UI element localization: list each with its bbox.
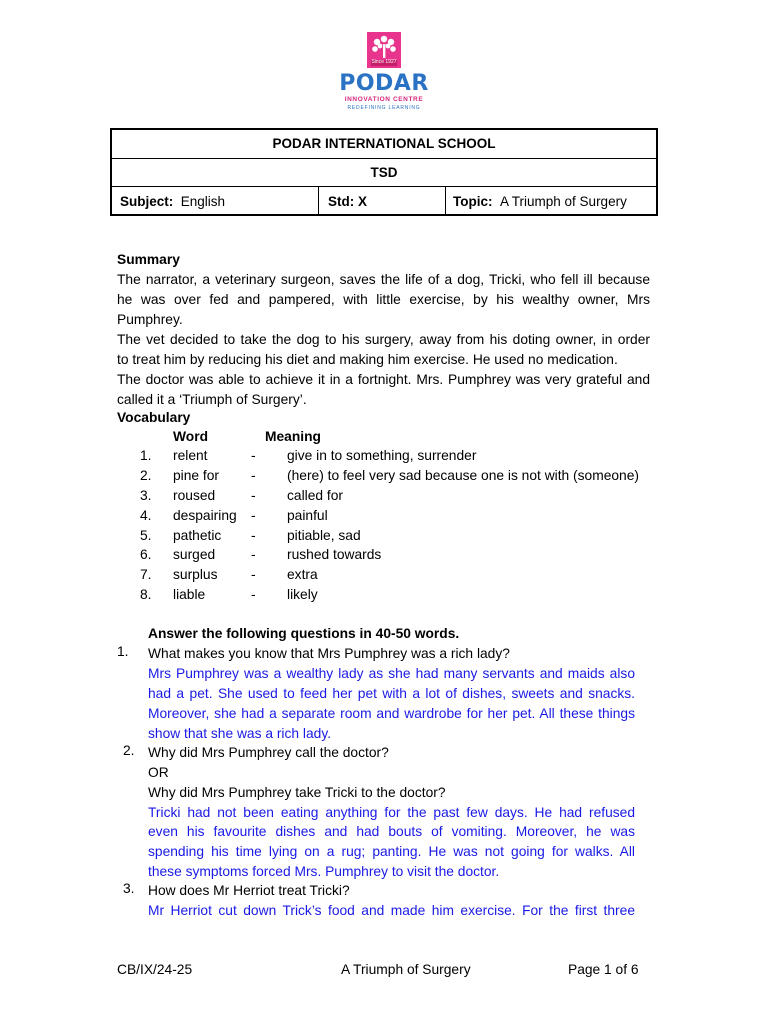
vocab-dash: - xyxy=(251,528,256,543)
vocabulary-heading: Vocabulary xyxy=(117,410,191,425)
vocab-num: 2. xyxy=(140,468,152,483)
vocab-meaning: pitiable, sad xyxy=(287,528,361,543)
brand-name: PODAR xyxy=(339,71,429,96)
topic-cell xyxy=(453,187,627,216)
topic-value: A Triumph of Surgery xyxy=(500,194,627,209)
summary-heading: Summary xyxy=(117,252,180,267)
summary-p2-line-2: to treat him by reducing his diet and making him exercise. He used no medication. xyxy=(117,352,618,367)
header-table xyxy=(110,128,658,216)
q1-number: 1. xyxy=(117,644,129,659)
vocab-meaning: extra xyxy=(287,567,318,582)
vocab-dash: - xyxy=(251,508,256,523)
since-label: Since 1927 xyxy=(371,59,397,65)
header-info-row xyxy=(112,187,656,216)
vocab-row xyxy=(117,508,657,528)
q2-number: 2. xyxy=(123,743,135,758)
vocab-num: 1. xyxy=(140,448,152,463)
vocab-dash: - xyxy=(251,468,256,483)
summary-p2-line-3: The doctor was able to achieve it in a fortnight. Mrs. Pumphrey was very grateful and xyxy=(117,372,650,387)
q2-question-alt: Why did Mrs Pumphrey take Tricki to the doctor? xyxy=(148,785,446,800)
vocab-dash: - xyxy=(251,587,256,602)
vocab-meaning: give in to something, surrender xyxy=(287,448,477,463)
brand-line-2: REDEFINING LEARNING xyxy=(347,105,421,111)
q2-question: Why did Mrs Pumphrey call the doctor? xyxy=(148,745,389,760)
vocab-num: 8. xyxy=(140,587,152,602)
vocab-row xyxy=(117,468,657,488)
vocab-meaning: painful xyxy=(287,508,328,523)
vocab-word: pathetic xyxy=(173,528,222,543)
vocab-row xyxy=(117,448,657,468)
q2-answer-line: even his favourite dishes and had bouts of vomiting. Moreover, he was xyxy=(148,824,635,839)
vocab-num: 3. xyxy=(140,488,152,503)
q1-answer-line: Moreover, she had a separate room and wardrobe for her pet. All these things xyxy=(148,706,635,721)
vocab-word: surplus xyxy=(173,567,218,582)
subject-cell xyxy=(120,187,225,216)
q2-answer-line: Tricki had not been eating anything for the past few days. He had refused xyxy=(148,805,635,820)
vocab-dash: - xyxy=(251,547,256,562)
vocab-num: 4. xyxy=(140,508,152,523)
school-name: PODAR INTERNATIONAL SCHOOL xyxy=(112,130,656,159)
footer-title: A Triumph of Surgery xyxy=(341,962,471,977)
vocab-meaning: likely xyxy=(287,587,318,602)
vocab-word: liable xyxy=(173,587,206,602)
vocab-col-word: Word xyxy=(173,429,208,444)
vocab-dash: - xyxy=(251,448,256,463)
q1-answer-line: Mrs Pumphrey was a wealthy lady as she had many servants and maids also xyxy=(148,666,635,681)
summary-p1-line-1: The narrator, a veterinary surgeon, saves the life of a dog, Tricki, who fell ill because xyxy=(117,272,650,287)
footer-code: CB/IX/24-25 xyxy=(117,962,193,977)
q2-answer-line: spending his time lying on a rug; panting. He was not going for walks. All xyxy=(148,844,635,859)
vocab-num: 6. xyxy=(140,547,152,562)
vocab-row xyxy=(117,567,657,587)
school-logo xyxy=(0,30,768,110)
q2-or: OR xyxy=(148,765,169,780)
document-code: TSD xyxy=(112,159,656,187)
vocab-row xyxy=(117,528,657,548)
q1-answer-line: show that she was a rich lady. xyxy=(148,726,332,741)
q2-answer-line: these symptoms forced Mrs. Pumphrey to visit the doctor. xyxy=(148,864,500,879)
topic-label: Topic: xyxy=(453,194,493,209)
summary-p1-line-2: he was over fed and pampered, with little exercise, by his wealthy owner, Mrs xyxy=(117,292,650,307)
vocab-num: 5. xyxy=(140,528,152,543)
brand-line-1: INNOVATION CENTRE xyxy=(344,96,424,103)
q1-question: What makes you know that Mrs Pumphrey was a rich lady? xyxy=(148,646,510,661)
vocab-word: pine for xyxy=(173,468,220,483)
vocab-col-meaning: Meaning xyxy=(265,429,321,444)
q3-answer-line: Mr Herriot cut down Trick’s food and made him exercise. For the first three xyxy=(148,903,635,918)
vocab-dash: - xyxy=(251,488,256,503)
vocab-num: 7. xyxy=(140,567,152,582)
summary-p1-line-3: Pumphrey. xyxy=(117,312,183,327)
q3-number: 3. xyxy=(123,881,135,896)
vocab-meaning: rushed towards xyxy=(287,547,382,562)
vocab-word: surged xyxy=(173,547,216,562)
q1-answer-line: had a pet. She used to feed her pet with a lot of dishes, sweets and snacks. xyxy=(148,686,635,701)
q3-question: How does Mr Herriot treat Tricki? xyxy=(148,883,350,898)
vocab-word: relent xyxy=(173,448,208,463)
std-cell xyxy=(328,187,367,216)
vocab-meaning: called for xyxy=(287,488,343,503)
page-footer xyxy=(0,962,768,980)
std-label: Std: X xyxy=(328,194,367,209)
questions-instruction: Answer the following questions in 40-50 words. xyxy=(148,626,460,641)
subject-label: Subject: xyxy=(120,194,174,209)
footer-page-number: Page 1 of 6 xyxy=(568,962,639,977)
subject-value: English xyxy=(180,194,226,209)
vocab-word: roused xyxy=(173,488,216,503)
vocab-row xyxy=(117,488,657,508)
vocab-row xyxy=(117,547,657,567)
summary-p2-line-4: called it a ‘Triumph of Surgery’. xyxy=(117,392,307,407)
vocab-meaning: (here) to feel very sad because one is not with (someone) xyxy=(287,468,640,483)
vocab-dash: - xyxy=(251,567,256,582)
vocab-row xyxy=(117,587,657,607)
vocab-word: despairing xyxy=(173,508,237,523)
summary-p2-line-1: The vet decided to take the dog to his surgery, away from his doting owner, in order xyxy=(117,332,650,347)
